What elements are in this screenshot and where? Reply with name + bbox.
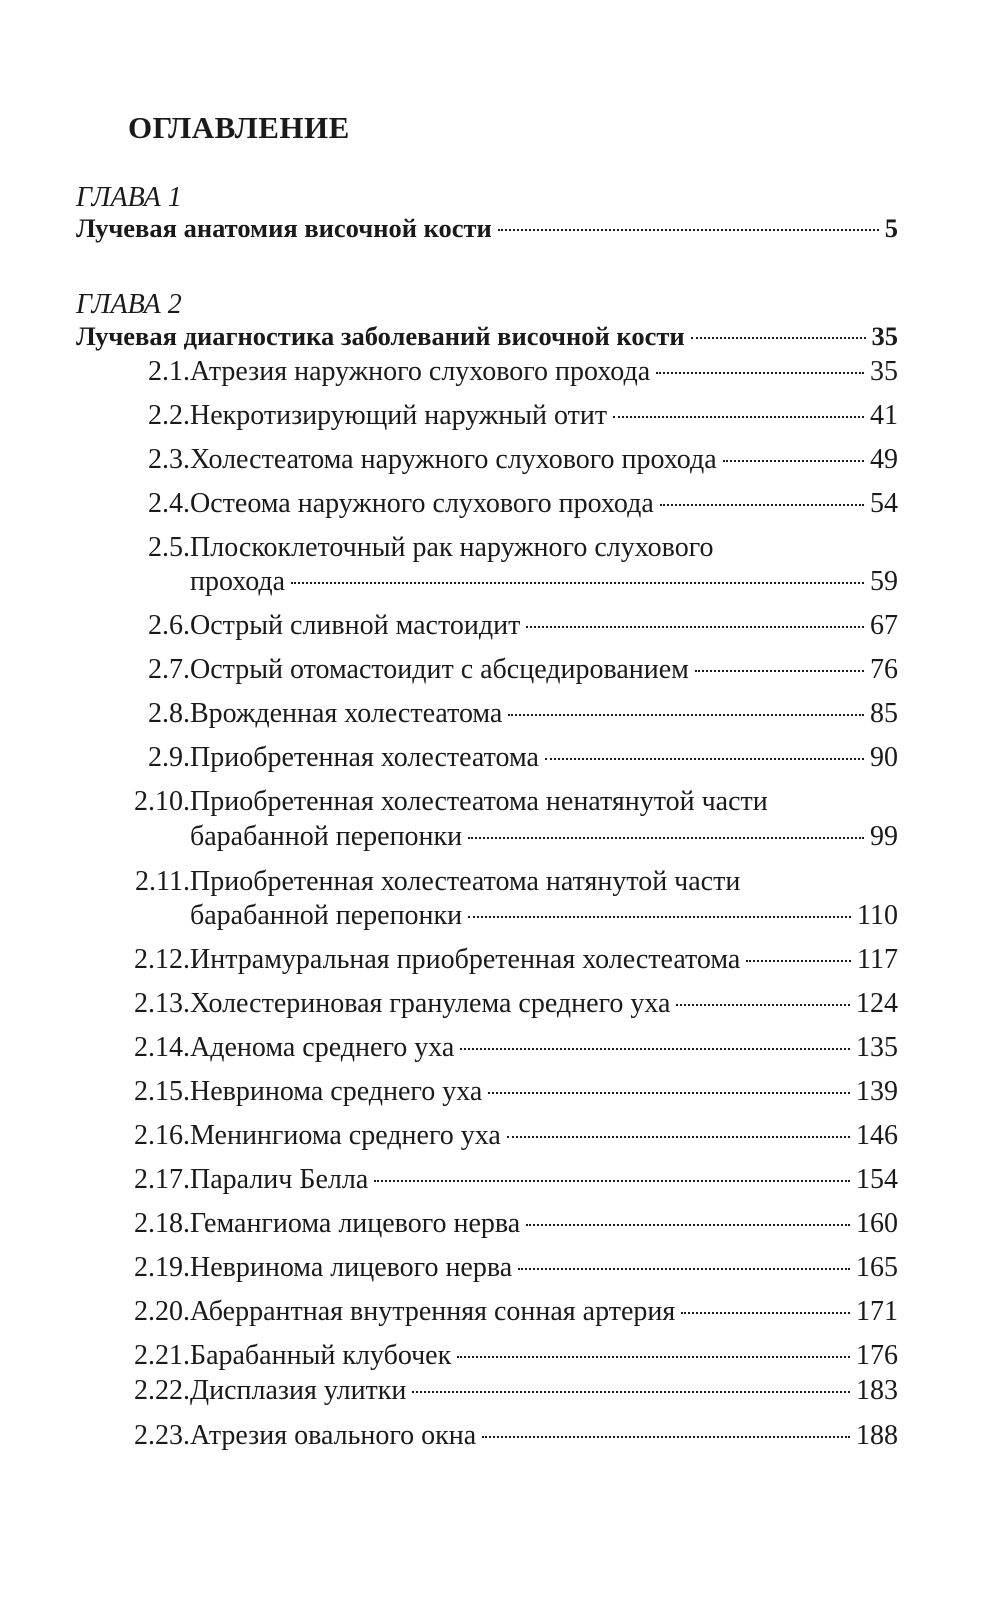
section-page: 146: [856, 1120, 898, 1151]
section-title: Остеома наружного слухового прохода: [190, 488, 654, 519]
chapter-1-title: Лучевая анатомия височной кости: [76, 213, 492, 243]
section-title: Дисплазия улитки: [190, 1375, 407, 1406]
toc-entry-2-17[interactable]: [130, 1164, 898, 1196]
section-number: 2.15.: [134, 1076, 190, 1107]
dot-leader: [374, 1180, 850, 1182]
section-title: Приобретенная холестеатома натянутой части: [190, 866, 741, 897]
section-page: 124: [856, 988, 898, 1019]
dot-leader: [526, 1224, 850, 1226]
section-number: 2.18.: [134, 1208, 190, 1239]
dot-leader: [498, 229, 879, 231]
dot-leader: [412, 1391, 850, 1393]
section-title-cont: прохода: [190, 566, 286, 597]
section-title-cont: барабанной перепонки: [190, 900, 463, 931]
section-number: 2.8.: [148, 698, 190, 729]
section-title: Менингиома среднего уха: [190, 1120, 501, 1151]
section-title: Невринома среднего уха: [190, 1076, 483, 1107]
section-page: 154: [856, 1164, 898, 1195]
toc-entry-2-11-cont[interactable]: [190, 900, 898, 932]
toc-entry-2-2[interactable]: [130, 400, 898, 432]
section-title: Гемангиома лицевого нерва: [190, 1208, 521, 1239]
section-page: 139: [856, 1076, 898, 1107]
section-page: 90: [870, 742, 898, 773]
toc-entry-2-23[interactable]: [130, 1420, 898, 1452]
section-page: 54: [870, 488, 898, 519]
dot-leader: [468, 837, 864, 839]
toc-entry-2-9[interactable]: [130, 742, 898, 774]
chapter-2-page: 35: [871, 321, 898, 351]
section-number: 2.21.: [134, 1340, 190, 1371]
dot-leader: [460, 1048, 850, 1050]
section-title: Аберрантная внутренняя сонная артерия: [190, 1296, 676, 1327]
section-number: 2.14.: [134, 1032, 190, 1063]
section-page: 165: [856, 1252, 898, 1283]
toc-entry-2-13[interactable]: [130, 988, 898, 1020]
section-title: Врожденная холестеатома: [190, 698, 503, 729]
section-page: 171: [856, 1296, 898, 1327]
section-number: 2.16.: [134, 1120, 190, 1151]
section-number: 2.22.: [134, 1375, 190, 1406]
toc-entry-2-21[interactable]: [130, 1340, 898, 1372]
section-title: Плоскоклеточный рак наружного слухового: [190, 532, 714, 563]
section-page: 99: [870, 821, 898, 852]
dot-leader: [526, 626, 864, 628]
chapter-2-title: Лучевая диагностика заболеваний височной кости: [76, 321, 685, 351]
dot-leader: [656, 372, 864, 374]
chapter-1-label: ГЛАВА 1: [76, 182, 182, 213]
toc-entry-2-5[interactable]: [130, 532, 898, 564]
toc-entry-2-4[interactable]: [130, 488, 898, 520]
section-title: Барабанный клубочек: [190, 1340, 452, 1371]
section-title: Атрезия наружного слухового прохода: [190, 356, 651, 387]
toc-entry-2-20[interactable]: [130, 1296, 898, 1328]
section-page: 67: [870, 610, 898, 641]
dot-leader: [457, 1356, 850, 1358]
section-title: Холестериновая гранулема среднего уха: [190, 988, 671, 1019]
section-number: 2.7.: [148, 654, 190, 685]
section-title: Холестеатома наружного слухового прохода: [190, 444, 717, 475]
section-title: Некротизирующий наружный отит: [190, 400, 608, 431]
toc-entry-2-1[interactable]: [130, 356, 898, 388]
toc-entry-2-19[interactable]: [130, 1252, 898, 1284]
section-page: 41: [870, 400, 898, 431]
section-title: Интрамуральная приобретенная холестеатома: [190, 944, 741, 975]
dot-leader: [613, 416, 864, 418]
toc-entry-2-10-cont[interactable]: [190, 821, 898, 853]
toc-entry-2-6[interactable]: [130, 610, 898, 642]
section-page: 160: [856, 1208, 898, 1239]
toc-entry-2-10[interactable]: [130, 786, 898, 818]
chapter-2-label: ГЛАВА 2: [76, 289, 182, 320]
dot-leader: [507, 1136, 850, 1138]
section-page: 176: [856, 1340, 898, 1371]
section-number: 2.4.: [148, 488, 190, 519]
section-title: Невринома лицевого нерва: [190, 1252, 513, 1283]
section-number: 2.3.: [148, 444, 190, 475]
section-page: 135: [856, 1032, 898, 1063]
section-number: 2.9.: [148, 742, 190, 773]
section-page: 49: [870, 444, 898, 475]
dot-leader: [746, 960, 851, 962]
dot-leader: [695, 670, 864, 672]
section-title: Острый отомастоидит с абсцедированием: [190, 654, 689, 685]
section-title: Приобретенная холестеатома ненатянутой части: [190, 786, 768, 817]
section-page: 59: [870, 566, 898, 597]
dot-leader: [468, 916, 851, 918]
toc-entry-2-16[interactable]: [130, 1120, 898, 1152]
section-number: 2.19.: [134, 1252, 190, 1283]
section-number: 2.11.: [135, 866, 190, 897]
toc-entry-2-11[interactable]: [130, 866, 898, 898]
chapter-1-entry[interactable]: [76, 213, 898, 244]
section-number: 2.6.: [148, 610, 190, 641]
section-number: 2.17.: [134, 1164, 190, 1195]
section-page: 117: [857, 944, 898, 975]
section-title: Паралич Белла: [190, 1164, 369, 1195]
toc-entry-2-12[interactable]: [130, 944, 898, 976]
section-number: 2.20.: [134, 1296, 190, 1327]
dot-leader: [545, 758, 864, 760]
toc-entry-2-8[interactable]: [130, 698, 898, 730]
dot-leader: [691, 337, 866, 339]
toc-entry-2-3[interactable]: [130, 444, 898, 476]
section-page: 85: [870, 698, 898, 729]
section-number: 2.2.: [148, 400, 190, 431]
toc-entry-2-18[interactable]: [130, 1208, 898, 1240]
dot-leader: [676, 1004, 850, 1006]
section-number: 2.10.: [134, 786, 190, 817]
dot-leader: [508, 714, 864, 716]
toc-entry-2-14[interactable]: [130, 1032, 898, 1064]
dot-leader: [488, 1092, 850, 1094]
toc-entry-2-22[interactable]: [130, 1375, 898, 1407]
section-page: 188: [856, 1420, 898, 1451]
section-title: Приобретенная холестеатома: [190, 742, 539, 773]
dot-leader: [482, 1436, 850, 1438]
chapter-1-page: 5: [884, 213, 898, 243]
dot-leader: [291, 582, 864, 584]
section-number: 2.12.: [134, 944, 190, 975]
dot-leader: [681, 1312, 850, 1314]
toc-entry-2-5-cont[interactable]: [190, 566, 898, 598]
section-number: 2.13.: [134, 988, 190, 1019]
dot-leader: [518, 1268, 850, 1270]
section-title: Аденома среднего уха: [190, 1032, 455, 1063]
toc-title: ОГЛАВЛЕНИЕ: [128, 110, 350, 145]
section-number: 2.23.: [134, 1420, 190, 1451]
dot-leader: [723, 460, 864, 462]
toc-entry-2-15[interactable]: [130, 1076, 898, 1108]
section-title: Атрезия овального окна: [190, 1420, 477, 1451]
section-page: 35: [870, 356, 898, 387]
chapter-2-entry[interactable]: [76, 321, 898, 352]
section-title: Острый сливной мастоидит: [190, 610, 521, 641]
section-title-cont: барабанной перепонки: [190, 821, 463, 852]
toc-entry-2-7[interactable]: [130, 654, 898, 686]
section-page: 183: [856, 1375, 898, 1406]
section-page: 76: [870, 654, 898, 685]
dot-leader: [660, 504, 864, 506]
section-page: 110: [857, 900, 898, 931]
section-number: 2.1.: [148, 356, 190, 387]
section-number: 2.5.: [148, 532, 190, 563]
